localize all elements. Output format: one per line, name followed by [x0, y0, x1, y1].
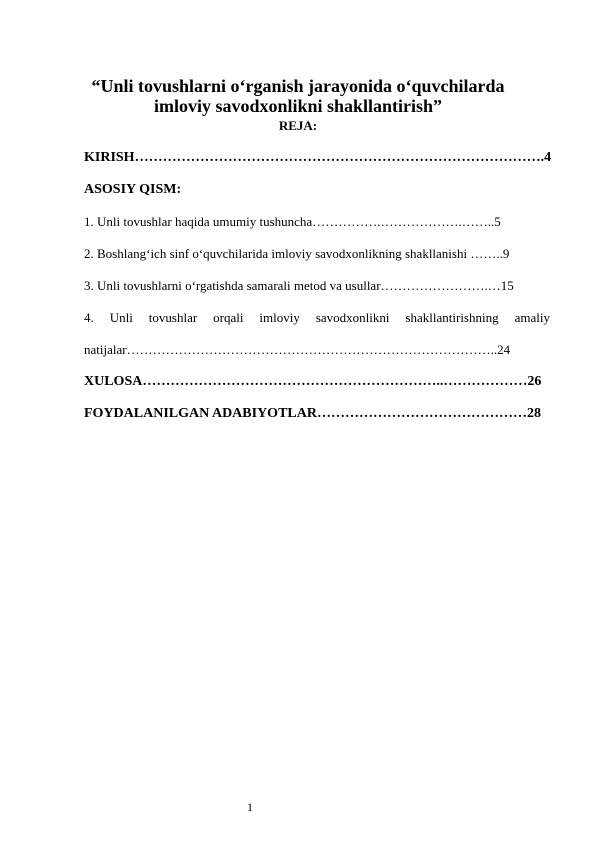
title-line-2: imloviy savodxonlikni shakllantirish” — [153, 96, 443, 116]
toc-item-4-word: Unli — [109, 310, 133, 325]
toc-item-4-word: orqali — [213, 310, 244, 325]
toc-item-1: 1. Unli tovushlar haqida umumiy tushuncha…………….……………….……..5 — [84, 214, 501, 229]
title-line-1: “Unli tovushlarni o‘rganish jarayonida o‘quvchilarda — [91, 76, 505, 96]
toc-item-4-word: shakllantirishning — [405, 310, 499, 325]
toc-item-4-word: tovushlar — [148, 310, 198, 325]
toc-item-2: 2. Boshlang‘ich sinf o‘quvchilarida imloviy savodxonlikning shakllanishi ……..9 — [84, 246, 510, 261]
toc-item-4-word: 4. — [84, 310, 94, 325]
toc-item-3: 3. Unli tovushlarni o‘rgatishda samarali metod va usullar…………………….…15 — [84, 278, 514, 293]
document-title — [60, 76, 536, 116]
toc-kirish: KIRISH…………………………………………………………………………….4 — [84, 150, 552, 165]
page-number: 1 — [247, 800, 253, 814]
toc-item-4-word: savodxonlikni — [315, 310, 390, 325]
toc-item-4-line-2: natijalar…………………………………………………………………………..24 — [84, 342, 511, 357]
toc-item-4-word: imloviy — [259, 310, 300, 325]
toc-foydalanilgan-adabiyotlar: FOYDALANILGAN ADABIYOTLAR………………………………………28 — [84, 406, 541, 421]
plan-heading: REJA: — [278, 118, 318, 133]
toc-asosiy-qism: ASOSIY QISM: — [84, 182, 182, 197]
toc-item-4-line-1 — [84, 310, 550, 326]
toc-item-4-word: amaliy — [514, 310, 550, 325]
toc-xulosa: XULOSA………………………………………………………..………………26 — [84, 374, 542, 389]
